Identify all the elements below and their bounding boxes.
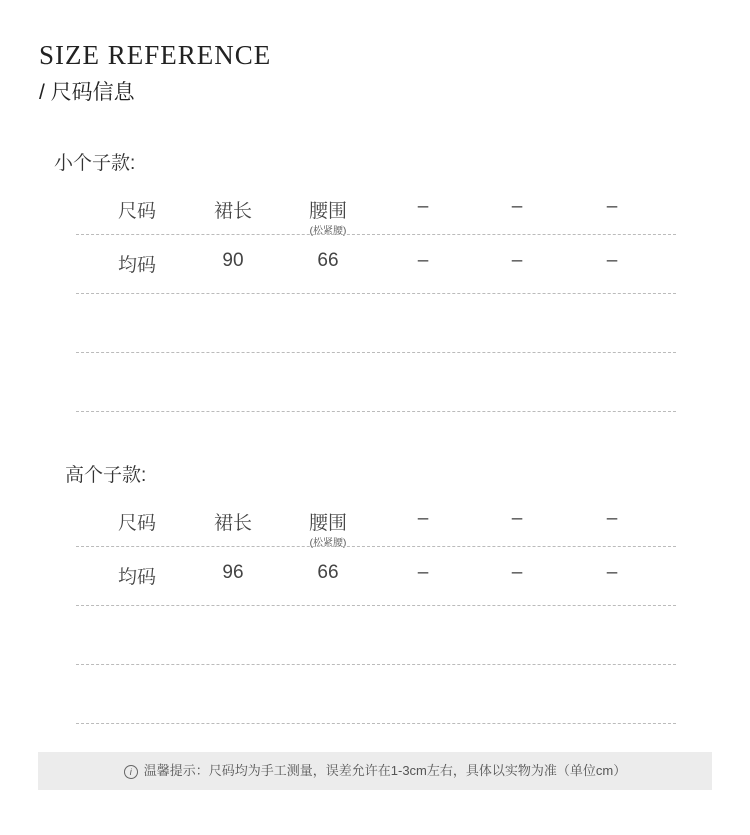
header-empty-1: – <box>417 508 429 529</box>
header-waist-note: (松紧腰) <box>309 226 347 237</box>
page-subtitle: / 尺码信息 <box>39 81 135 104</box>
section-label-petite: 小个子款: <box>54 153 136 174</box>
header-empty-2: – <box>511 196 523 217</box>
info-icon: i <box>124 765 138 779</box>
cell-length: 90 <box>222 250 244 271</box>
cell-size: 均码 <box>117 255 156 276</box>
section-label-tall: 高个子款: <box>65 465 147 486</box>
measurement-note <box>38 752 712 790</box>
cell-length: 96 <box>222 562 244 583</box>
divider <box>76 605 676 606</box>
header-empty-2: – <box>511 508 523 529</box>
header-length: 裙长 <box>213 201 252 222</box>
size-table-petite <box>76 196 676 276</box>
header-empty-1: – <box>417 196 429 217</box>
cell-waist: 66 <box>317 562 339 583</box>
header-waist-label: 腰围 <box>308 513 347 534</box>
divider <box>76 664 676 665</box>
header-length: 裙长 <box>213 513 252 534</box>
table-row <box>76 546 676 605</box>
page-title: SIZE REFERENCE <box>39 40 272 70</box>
cell-size: 均码 <box>117 567 156 588</box>
header-waist-label: 腰围 <box>308 201 347 222</box>
header-empty-3: – <box>606 196 618 217</box>
size-table-tall <box>76 508 676 588</box>
divider <box>76 352 676 353</box>
header-waist <box>280 196 376 237</box>
header-size: 尺码 <box>117 513 156 534</box>
cell-empty-1: – <box>417 562 429 583</box>
divider <box>76 293 676 294</box>
header-waist-note: (松紧腰) <box>309 538 347 549</box>
cell-empty-3: – <box>606 250 618 271</box>
header-waist <box>280 508 376 549</box>
divider <box>76 411 676 412</box>
cell-empty-2: – <box>511 562 523 583</box>
cell-waist: 66 <box>317 250 339 271</box>
table-row <box>76 234 676 293</box>
cell-empty-1: – <box>417 250 429 271</box>
cell-empty-3: – <box>606 562 618 583</box>
divider <box>76 723 676 724</box>
header-size: 尺码 <box>117 201 156 222</box>
note-text: 温馨提示：尺码均为手工测量，误差允许在1-3cm左右，具体以实物为准（单位cm） <box>143 763 627 778</box>
cell-empty-2: – <box>511 250 523 271</box>
header-empty-3: – <box>606 508 618 529</box>
